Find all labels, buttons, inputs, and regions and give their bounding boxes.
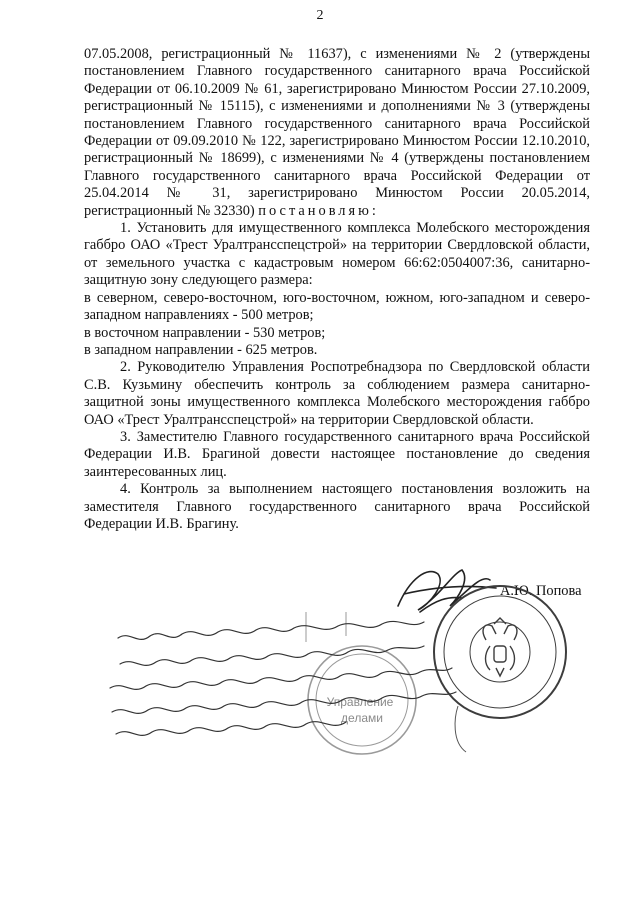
paragraph-2: 2. Руководителю Управления Роспотребнадзора по Свердловской области С.В. Кузьмину обеспечить контроль за соблюдением размера санитарно-защитной зоны имущественного комплекса Молебского месторождения габбро ОАО «Трест Уралтрансспецстрой» на территории Свердловской области.: [84, 359, 590, 428]
handwritten-note: [110, 621, 456, 735]
signature: [398, 570, 496, 612]
department-stamp: [306, 612, 416, 754]
official-seal: [434, 586, 566, 752]
document-body: [84, 46, 590, 533]
zone-item-west: в западном направлении - 625 метров.: [84, 341, 318, 358]
zone-item-north: в северном, северо-восточном, юго-восточном, южном, юго-западном и северо-западном направлениях - 500 метров;: [84, 289, 590, 324]
zone-item-east: в восточном направлении - 530 метров;: [84, 324, 326, 341]
paragraph-4: 4. Контроль за выполнением настоящего постановления возложить на заместителя Главного государственного санитарного врача Российской Федерации И.В. Брагину.: [84, 481, 590, 532]
signer-name: А.Ю. Попова: [500, 583, 582, 599]
svg-text:Управление: Управление: [326, 695, 394, 709]
page-number: 2: [316, 8, 324, 23]
decree-word: постановляю:: [258, 202, 379, 219]
paragraph-1: 1. Установить для имущественного комплекса Молебского месторождения габбро ОАО «Трест Уралтрансспецстрой» на территории Свердловской области, от земельного участка с кадастровым номером 66:62:0504007:36, санитарно-защитную зону следующего размера:: [84, 220, 590, 289]
paragraph-preamble: [84, 46, 590, 220]
preamble-text: 07.05.2008, регистрационный № 11637), с изменениями № 2 (утверждены постановлением Главного государственного санитарного врача Российской Федерации от 06.10.2009 № 61, зарегистрировано Минюстом России 27.10.2009, регистрационный № 15115), с изменениями и дополнениями № 3 (утверждены постановлением Главного государственного санитарного врача Российской Федерации от 09.09.2010 № 122, зарегистрировано Минюстом России 12.10.2010, регистрационный № 18699), с изменениями № 4 (утверждены постановлением Главного государственного санитарного врача Российской Федерации от 25.04.2014 № 31, зарегистрировано Минюстом России 20.05.2014, регистрационный № 32330): [84, 46, 590, 219]
svg-text:делами: делами: [341, 711, 383, 725]
eagle-emblem-icon: [483, 618, 517, 676]
paragraph-3: 3. Заместителю Главного государственного санитарного врача Российской Федерации И.В. Брагиной довести настоящее постановление до сведения заинтересованных лиц.: [84, 428, 590, 480]
